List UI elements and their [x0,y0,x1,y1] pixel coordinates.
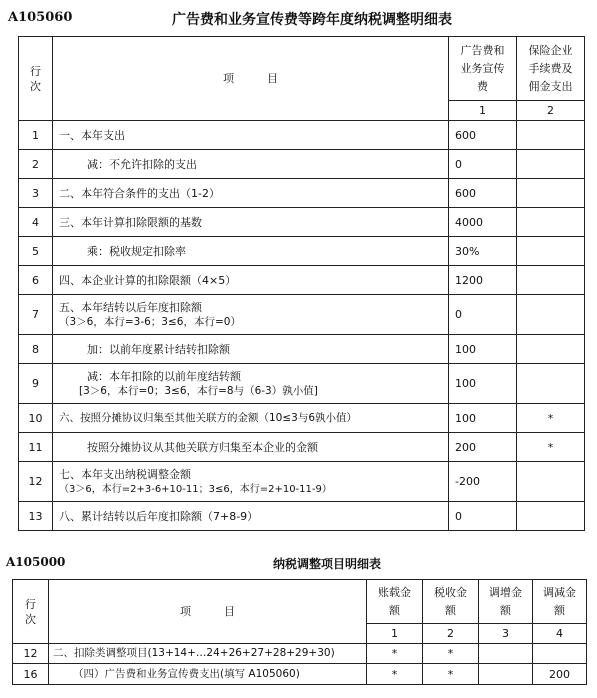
row-item: 二、本年符合条件的支出（1-2） [53,179,449,208]
row-item-line1: 五、本年结转以后年度扣除额 [59,300,202,314]
table-row [19,404,585,433]
row-col1-value: 1200 [449,266,517,295]
row-item [53,462,449,502]
row-item: 三、本年计算扣除限额的基数 [53,208,449,237]
row-col1-value: * [367,644,423,664]
row-col1-value: 200 [449,433,517,462]
row-col2-value: * [517,404,585,433]
table2-header-col4: 调减金 额 [533,580,587,624]
row-col2-value [517,121,585,150]
row-number: 16 [13,664,49,685]
row-col1-value: 4000 [449,208,517,237]
table2-header-col3: 调增金 额 [479,580,533,624]
row-col2-value [517,295,585,335]
row-number: 11 [19,433,53,462]
table-row [13,664,587,685]
row-item-line1: 减：本年扣除的以前年度结转额 [87,369,241,383]
row-item [53,364,449,404]
row-col2-value: * [423,644,479,664]
row-col3-value [479,664,533,685]
table2-header-col2: 税收金 额 [423,580,479,624]
table2-header-item: 项 目 [49,580,367,644]
row-col2-value: * [423,664,479,685]
table2-header-col1: 账载金 额 [367,580,423,624]
row-col1-value: 30% [449,237,517,266]
row-col2-value [517,237,585,266]
row-number: 12 [19,462,53,502]
row-col2-value: * [517,433,585,462]
row-number: 10 [19,404,53,433]
row-col1-value: 0 [449,150,517,179]
row-item: 八、累计结转以后年度扣除额（7+8-9） [53,502,449,531]
row-col4-value [533,644,587,664]
table-row [19,266,585,295]
row-col2-value [517,364,585,404]
table-row [19,295,585,335]
row-number: 2 [19,150,53,179]
row-col1-value: 100 [449,404,517,433]
row-item-line2: （3＞6，本行=2+3-6+10-11；3≤6，本行=2+10-11-9） [59,483,332,495]
row-number: 7 [19,295,53,335]
row-item-line2: （3＞6，本行=3-6；3≤6，本行=0） [59,315,241,328]
table2-title: 纳税调整项目明细表 [273,557,382,571]
table-row [19,462,585,502]
row-item: 按照分摊协议从其他关联方归集至本企业的金额 [53,433,449,462]
row-item: 四、本企业计算的扣除限额（4×5） [53,266,449,295]
row-col1-value: 0 [449,502,517,531]
row-number: 3 [19,179,53,208]
table-row [19,208,585,237]
row-item-line2: [3＞6，本行=0；3≤6，本行=8与（6-3）孰小值] [79,384,318,397]
table-row [19,502,585,531]
row-col1-value: 600 [449,121,517,150]
table2 [12,579,587,685]
row-col2-value [517,266,585,295]
table-row [19,335,585,364]
row-item: 加：以前年度累计结转扣除额 [53,335,449,364]
row-item [53,295,449,335]
table1-title: 广告费和业务宣传费等跨年度纳税调整明细表 [172,12,452,28]
row-item: 二、扣除类调整项目(13+14+…24+26+27+28+29+30) [49,644,367,664]
row-item: （四）广告费和业务宣传费支出(填写 A105060) [49,664,367,685]
row-item-line1: 七、本年支出纳税调整金额 [59,467,191,481]
table2-header-col1-no: 1 [367,624,423,644]
row-item: 减：不允许扣除的支出 [53,150,449,179]
table2-header-row-no: 行 次 [13,580,49,644]
table1 [18,36,585,531]
row-col3-value [479,644,533,664]
table1-header-col2-no: 2 [517,101,585,121]
row-item: 乘：税收规定扣除率 [53,237,449,266]
row-col1-value: 600 [449,179,517,208]
row-item: 六、按照分摊协议归集至其他关联方的金额（10≤3与6孰小值） [53,404,449,433]
table2-header-col2-no: 2 [423,624,479,644]
table-row [19,150,585,179]
table1-header-row-no: 行 次 [19,37,53,121]
row-col2-value [517,335,585,364]
row-item: 一、本年支出 [53,121,449,150]
row-col2-value [517,179,585,208]
table1-header-col1: 广告费和 业务宣传 费 [449,37,517,101]
row-number: 9 [19,364,53,404]
row-col1-value: -200 [449,462,517,502]
table1-header-col1-no: 1 [449,101,517,121]
row-col1-value: 0 [449,295,517,335]
table-row [19,179,585,208]
table1-header-col2: 保险企业 手续费及 佣金支出 [517,37,585,101]
row-col4-value: 200 [533,664,587,685]
table1-code: A105060 [8,10,73,25]
row-col2-value [517,150,585,179]
table-row [19,364,585,404]
table-row [19,433,585,462]
table-row [19,237,585,266]
table1-header-item: 项 目 [53,37,449,121]
row-col1-value: * [367,664,423,685]
row-col2-value [517,208,585,237]
table2-header-col3-no: 3 [479,624,533,644]
row-number: 8 [19,335,53,364]
table2-header-col4-no: 4 [533,624,587,644]
table-row [19,121,585,150]
row-col2-value [517,462,585,502]
row-number: 5 [19,237,53,266]
table-row [13,644,587,664]
row-number: 6 [19,266,53,295]
row-col1-value: 100 [449,364,517,404]
row-number: 4 [19,208,53,237]
row-col1-value: 100 [449,335,517,364]
table2-code: A105000 [6,555,66,569]
row-number: 13 [19,502,53,531]
row-number: 1 [19,121,53,150]
row-col2-value [517,502,585,531]
row-number: 12 [13,644,49,664]
